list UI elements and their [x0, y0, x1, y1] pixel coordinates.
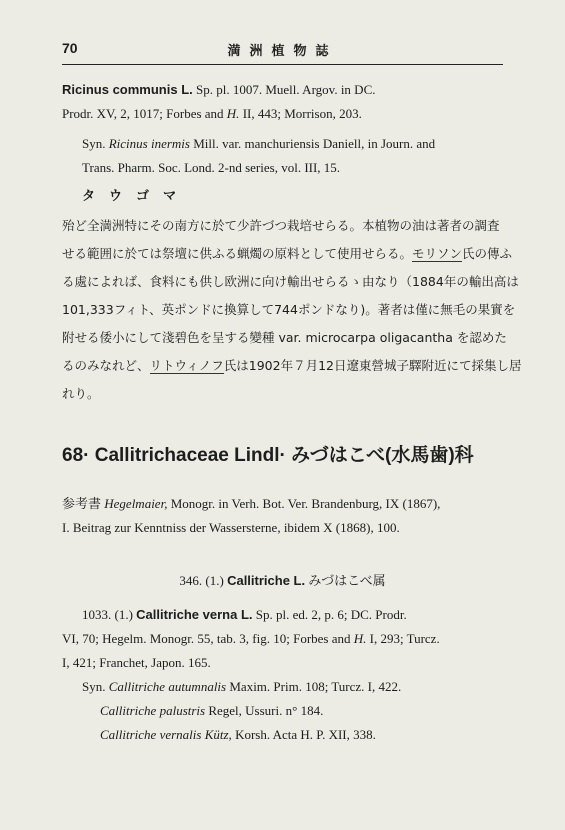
person-name: リトウィノフ — [149, 358, 224, 373]
ricinus-synonym-2 — [62, 156, 525, 180]
citation-text: Sp. pl. 1007. Muell. Argov. in DC. — [192, 82, 376, 97]
citation-text: Monogr. in Verh. Bot. Ver. Brandenburg, IX (1867), — [167, 496, 441, 511]
jp-text: 氏は1902年７月12日遼東營城子驛附近にて採集し居 — [223, 358, 522, 373]
citation-text: Maxim. Prim. 108; Turcz. I, 422. — [226, 679, 402, 694]
jp-line: 101,333フィト、英ポンドに換算して744ポンドなり)。著者は僅に無毛の果實を — [62, 302, 516, 317]
synonym-name: Callitriche vernalis Kütz, — [100, 727, 232, 742]
species-name: Ricinus communis L. — [62, 82, 193, 97]
jp-text: 氏の傳ふ — [462, 246, 513, 261]
citation-text: Sp. pl. ed. 2, p. 6; DC. Prodr. — [252, 607, 407, 622]
species-line-2 — [62, 627, 525, 651]
author-name: Hegelmaier, — [104, 496, 168, 511]
syn-label: Syn. — [82, 136, 109, 151]
family-heading: 68· Callitrichaceae Lindl· みづはこべ(水馬歯)科 — [62, 445, 474, 466]
running-title: 満洲植物誌 — [227, 44, 338, 59]
synonym-name: Callitriche autumnalis — [108, 679, 227, 694]
japanese-description — [62, 212, 525, 408]
jp-text: せる範囲に於ては祭壇に供ふる蝋燭の原料として使用せらる。 — [62, 246, 413, 261]
ricinus-line-2 — [62, 102, 525, 126]
jp-text: るのみなれど、 — [62, 358, 150, 373]
citation-text: Trans. Pharm. Soc. Lond. 2-nd series, vol. III, 15. — [82, 160, 341, 175]
common-name: タウゴマ — [82, 189, 191, 204]
ricinus-synonym-1 — [62, 132, 525, 156]
references — [62, 492, 525, 540]
page-number: 70 — [62, 40, 78, 56]
jp-line — [62, 240, 525, 268]
callitriche-entry — [62, 603, 525, 747]
jp-line — [62, 352, 525, 380]
japanese-common-name — [82, 184, 525, 209]
species-number: 1033. (1.) — [82, 607, 137, 622]
jp-line: 附せる倭小にして淺碧色を呈する變種 var. microcarpa oligacantha を認めた — [62, 330, 507, 345]
species-synonym-1 — [62, 675, 525, 699]
jp-line: る處によれば、食料にも供し欧洲に向け輸出せらるゝ由なり（1884年の輸出高は — [62, 274, 519, 289]
ricinus-entry — [62, 78, 525, 180]
citation-italic: H. — [226, 106, 240, 121]
genus-name: Callitriche L. — [227, 573, 306, 588]
synonym-name: Callitriche palustris — [100, 703, 206, 718]
citation-italic: H. — [353, 631, 367, 646]
citation-text: Prodr. XV, 2, 1017; Forbes and — [62, 106, 227, 121]
species-line-3: I, 421; Franchet, Japon. 165. — [62, 655, 211, 670]
syn-label: Syn. — [82, 679, 109, 694]
citation-text: VI, 70; Hegelm. Monogr. 55, tab. 3, fig. 10; Forbes and — [62, 631, 354, 646]
species-synonym-2 — [62, 699, 525, 723]
citation-text: Korsh. Acta H. P. XII, 338. — [231, 727, 376, 742]
species-name: Callitriche verna L. — [136, 607, 253, 622]
header-rule — [62, 64, 503, 65]
citation-text: Mill. var. manchuriensis Daniell, in Journ. and — [189, 136, 436, 151]
genus-jp-name: みづはこべ属 — [305, 573, 386, 588]
synonym-name: Ricinus inermis — [108, 136, 190, 151]
species-synonym-3 — [62, 723, 525, 747]
species-line-1 — [62, 603, 525, 627]
jp-line: 殆ど全満洲特にその南方に於て少許づつ栽培せらる。本植物の油は著者の調査 — [62, 218, 500, 233]
ricinus-line-1 — [62, 78, 525, 102]
person-name: モリソン — [412, 246, 463, 261]
reference-label: 参考書 — [62, 496, 105, 511]
page-header — [62, 40, 503, 70]
reference-line-1 — [62, 492, 525, 516]
citation-text: I, 293; Turcz. — [366, 631, 440, 646]
citation-text: II, 443; Morrison, 203. — [239, 106, 362, 121]
reference-line-2: I. Beitrag zur Kenntniss der Wassersterne, ibidem X (1868), 100. — [62, 520, 400, 535]
jp-line: れり。 — [62, 386, 100, 401]
genus-number: 346. (1.) — [179, 573, 228, 588]
citation-text: Regel, Ussuri. n° 184. — [205, 703, 324, 718]
genus-heading — [0, 569, 565, 593]
